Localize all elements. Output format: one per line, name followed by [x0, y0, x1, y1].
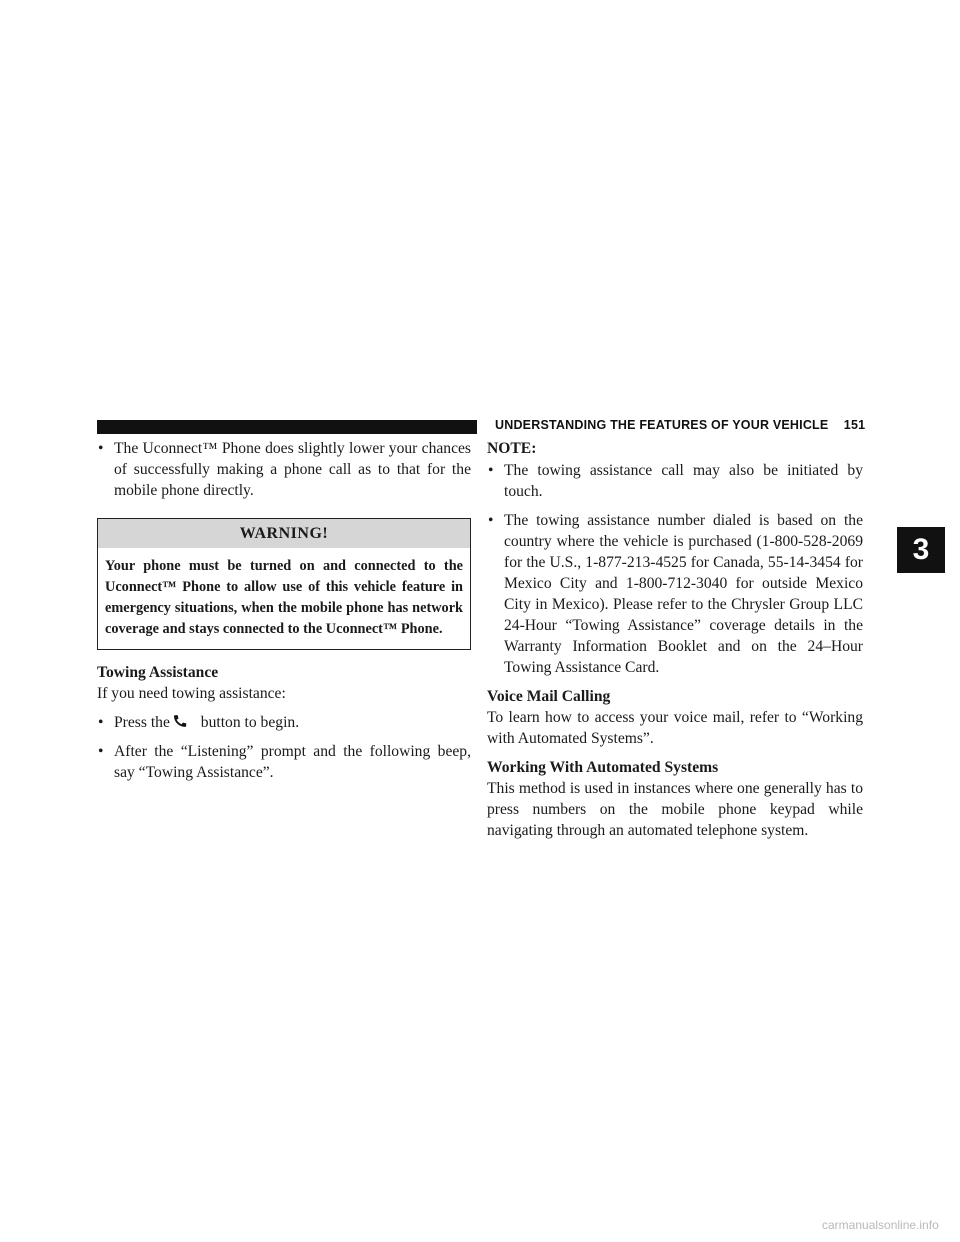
- header-bar: [97, 420, 477, 434]
- bullet-dot: •: [488, 462, 494, 479]
- page-number: 151: [843, 418, 866, 432]
- voicemail-text: To learn how to access your voice mail, refer to “Working with Automated Systems”.: [487, 709, 863, 747]
- towing-intro: If you need towing assistance:: [97, 685, 286, 702]
- press-prefix: Press the: [114, 714, 170, 731]
- warning-text: Your phone must be turned on and connected to the Uconnect™ Phone to allow use of this vehicle feature in emergency situations, when the mobile phone has network coverage and stays connected to the Uconnect™ Phone.: [105, 558, 463, 637]
- chapter-tab: 3: [897, 527, 945, 573]
- bullet-item: [97, 741, 471, 783]
- bullet-item: [97, 712, 471, 733]
- bullet-text: The towing assistance number dialed is based on the country where the vehicle is purchased (1-800-528-2069 for the U.S., 1-877-213-4525 for Canada, 55-14-3454 for Mexico City and 1-800-712-3040 for outside Mexico City in Mexico). Please refer to the Chrysler Group LLC 24-Hour “Towing Assistance” coverage details in the Warranty Information Booklet and on the 24–Hour Towing Assistance Card.: [504, 512, 863, 676]
- automated-text: This method is used in instances where one generally has to press numbers on the mobile phone keypad while navigating through an automated telephone system.: [487, 780, 863, 839]
- section-heading-voicemail: Voice Mail Calling: [487, 688, 611, 705]
- bullet-text: After the “Listening” prompt and the following beep, say “Towing Assistance”.: [114, 743, 471, 781]
- bullet-item: [487, 510, 863, 678]
- phone-icon: [171, 714, 191, 728]
- bullet-dot: •: [98, 743, 104, 760]
- warning-box: [97, 518, 471, 650]
- bullet-dot: •: [98, 440, 104, 457]
- watermark: carmanualsonline.info: [822, 1218, 939, 1232]
- section-heading-towing: Towing Assistance: [97, 664, 219, 681]
- section-heading-automated: Working With Automated Systems: [487, 759, 719, 776]
- bullet-dot: •: [488, 512, 494, 529]
- note-heading: NOTE:: [487, 440, 537, 457]
- left-column: [97, 438, 471, 791]
- bullet-item: [97, 438, 471, 501]
- right-column: [487, 438, 863, 849]
- header-title: UNDERSTANDING THE FEATURES OF YOUR VEHICLE: [495, 418, 829, 432]
- warning-title: WARNING!: [98, 519, 470, 548]
- bullet-item: [487, 460, 863, 502]
- bullet-text: The towing assistance call may also be initiated by touch.: [504, 462, 863, 500]
- bullet-text: The Uconnect™ Phone does slightly lower your chances of successfully making a phone call as to that for the mobile phone directly.: [114, 440, 471, 499]
- running-header: [495, 418, 865, 432]
- bullet-dot: •: [98, 714, 104, 731]
- press-suffix: button to begin.: [200, 714, 300, 731]
